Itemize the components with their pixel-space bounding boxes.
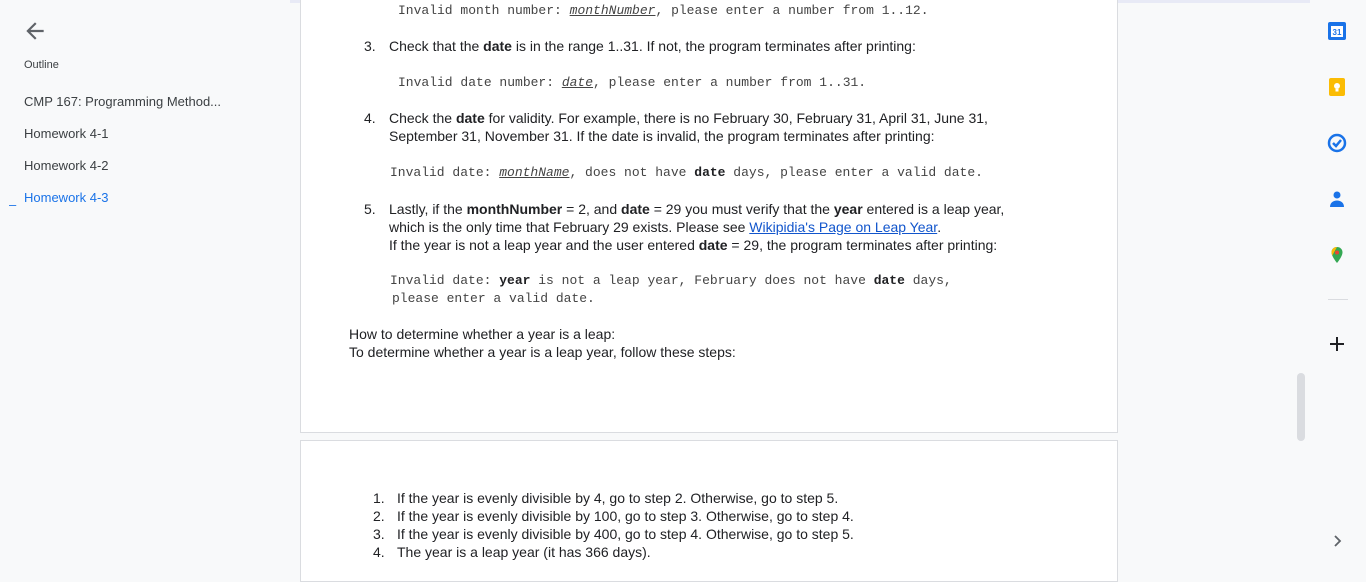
code-leap-year-line1: Invalid date: year is not a leap year, February does not have date days, xyxy=(390,273,952,288)
outline-item-homework-4-2[interactable]: Homework 4-2 xyxy=(24,158,109,173)
document-page-1[interactable] xyxy=(300,0,1118,433)
maps-icon[interactable] xyxy=(1327,245,1347,265)
expand-icon[interactable] xyxy=(1327,531,1347,551)
step-number: 3. xyxy=(364,38,376,54)
wikipedia-leap-year-link[interactable]: Wikipidia's Page on Leap Year xyxy=(749,219,938,235)
add-icon[interactable] xyxy=(1327,334,1347,354)
side-panel xyxy=(1310,0,1366,564)
step-4-text-line2: September 31, November 31. If the date is invalid, the program terminates after printing: xyxy=(389,128,935,144)
keep-icon[interactable] xyxy=(1327,77,1347,97)
leap-step-number: 2. xyxy=(373,508,385,524)
outline-panel xyxy=(0,0,290,564)
outline-title: Outline xyxy=(24,59,59,71)
code-leap-year-line2: please enter a valid date. xyxy=(392,291,595,306)
leap-step-number: 1. xyxy=(373,490,385,506)
document-page-2[interactable] xyxy=(300,440,1118,582)
leap-step: If the year is evenly divisible by 100, go to step 3. Otherwise, go to step 4. xyxy=(397,508,854,524)
step-number: 5. xyxy=(364,201,376,217)
leap-heading: How to determine whether a year is a leap: xyxy=(349,326,616,342)
outline-item-homework-4-1[interactable]: Homework 4-1 xyxy=(24,126,109,141)
leap-step: The year is a leap year (it has 366 days). xyxy=(397,544,651,560)
step-3-text: Check that the date is in the range 1..31. If not, the program terminates after printing: xyxy=(389,38,916,54)
side-panel-divider xyxy=(1328,299,1348,300)
leap-intro: To determine whether a year is a leap year, follow these steps: xyxy=(349,344,736,360)
outline-item-cmp167[interactable]: CMP 167: Programming Method... xyxy=(24,94,222,109)
code-invalid-month: Invalid month number: monthNumber, please enter a number from 1..12. xyxy=(398,3,929,18)
scrollbar-thumb[interactable] xyxy=(1297,373,1305,441)
outline-item-homework-4-3[interactable]: Homework 4-3 xyxy=(24,190,109,205)
code-invalid-date: Invalid date: monthName, does not have date days, please enter a valid date. xyxy=(390,165,983,180)
step-number: 4. xyxy=(364,110,376,126)
leap-step-number: 3. xyxy=(373,526,385,542)
step-5-text-line2: which is the only time that February 29 exists. Please see Wikipidia's Page on Leap Year. xyxy=(389,219,942,235)
code-invalid-date-number: Invalid date number: date, please enter a number from 1..31. xyxy=(398,75,867,90)
calendar-icon[interactable] xyxy=(1327,21,1347,41)
back-arrow-icon[interactable] xyxy=(22,18,48,44)
contacts-icon[interactable] xyxy=(1327,189,1347,209)
calendar-day-label: 31 xyxy=(1332,28,1342,37)
step-4-text: Check the date for validity. For example, there is no February 30, February 31, April 31, June 31, xyxy=(389,110,988,126)
tasks-icon[interactable] xyxy=(1327,133,1347,153)
leap-step: If the year is evenly divisible by 400, go to step 4. Otherwise, go to step 5. xyxy=(397,526,854,542)
step-5-text-line3: If the year is not a leap year and the user entered date = 29, the program terminates after printing: xyxy=(389,237,998,253)
leap-step: If the year is evenly divisible by 4, go to step 2. Otherwise, go to step 5. xyxy=(397,490,839,506)
step-5-text-line1: Lastly, if the monthNumber = 2, and date = 29 you must verify that the year entered is a leap year, xyxy=(389,201,1005,217)
leap-step-number: 4. xyxy=(373,544,385,560)
active-item-marker: – xyxy=(9,197,17,212)
